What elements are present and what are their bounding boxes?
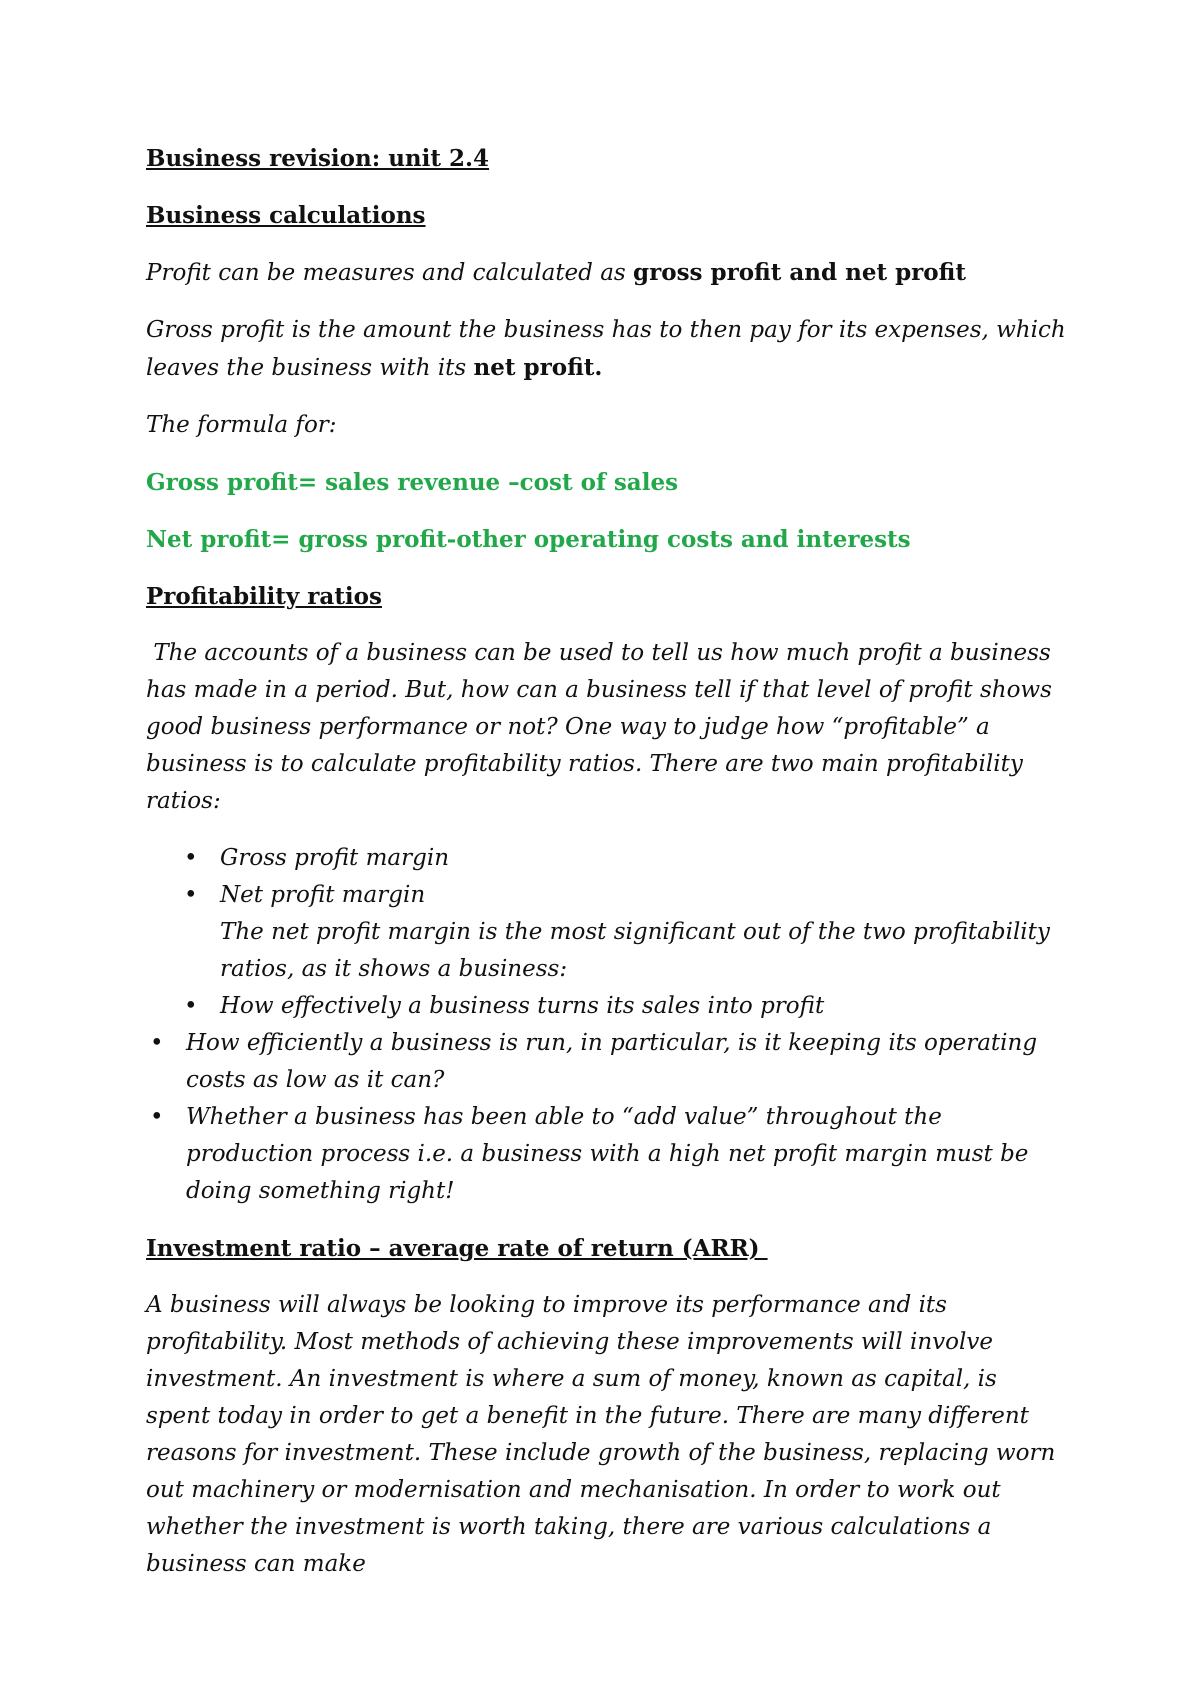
list-item-text: Whether a business has been able to “add value” throughout the production process i.e. a business with a high net profit margin must be doing something right! [186, 1104, 1029, 1204]
list-item-text: Net profit margin [220, 882, 426, 908]
ratios-list [146, 840, 1066, 1210]
list-item-text: How efficiently a business is run, in particular, is it keeping its operating costs as low as it can? [186, 1030, 1038, 1093]
heading-profitability-ratios: Profitability ratios [146, 583, 382, 610]
document-body [146, 140, 1066, 1603]
list-item [146, 840, 1066, 877]
document-title: Business revision: unit 2.4 [146, 145, 490, 172]
bullet-icon: • [150, 1030, 164, 1056]
list-item [146, 1099, 1066, 1210]
list-item-text: Gross profit margin [220, 845, 450, 871]
paragraph-text: Profit can be measures and calculated as [146, 260, 634, 286]
bullet-icon: • [184, 882, 198, 908]
paragraph-profit-measures [146, 254, 1066, 292]
paragraph-investment: A business will always be looking to improve its performance and its profitability. Most methods of achieving these improvements will involve investment. An investment is where a sum of money, known as capital, is spent today in order to get a benefit in the future. There are many different reasons for investment. These include growth of the business, replacing worn out machinery or modernisation and mechanisation. In order to work out whether the investment is worth taking, there are various calculations a business can make [146, 1292, 1056, 1577]
paragraph-profitability: The accounts of a business can be used to tell us how much profit a business has made in a period. But, how can a business tell if that level of profit shows good business performance or not? One way to judge how “profitable” a business is to calculate profitability ratios. There are two main profitability ratios: [146, 640, 1060, 814]
bullet-icon: • [184, 845, 198, 871]
formula-gross-profit: Gross profit= sales revenue –cost of sales [146, 469, 679, 496]
bold-text: gross profit and net profit [633, 259, 966, 286]
heading-business-calculations: Business calculations [146, 202, 426, 229]
heading-investment-ratio: Investment ratio – average rate of return (ARR) [146, 1235, 768, 1262]
paragraph-formula-intro: The formula for: [146, 412, 337, 438]
paragraph-text: Gross profit is the amount the business has to then pay for its expenses, which leaves the business with its [146, 317, 1066, 381]
paragraph-gross-profit [146, 312, 1066, 387]
formula-net-profit: Net profit= gross profit-other operating costs and interests [146, 526, 911, 553]
list-item [146, 877, 1066, 914]
list-item [146, 1025, 1066, 1099]
list-item [146, 988, 1066, 1025]
bullet-icon: • [184, 993, 198, 1019]
list-item-text: How effectively a business turns its sales into profit [220, 993, 825, 1019]
bold-text: net profit. [473, 354, 603, 381]
list-note: The net profit margin is the most significant out of the two profitability ratios, as it shows a business: [220, 919, 1050, 982]
bullet-icon: • [150, 1104, 164, 1130]
